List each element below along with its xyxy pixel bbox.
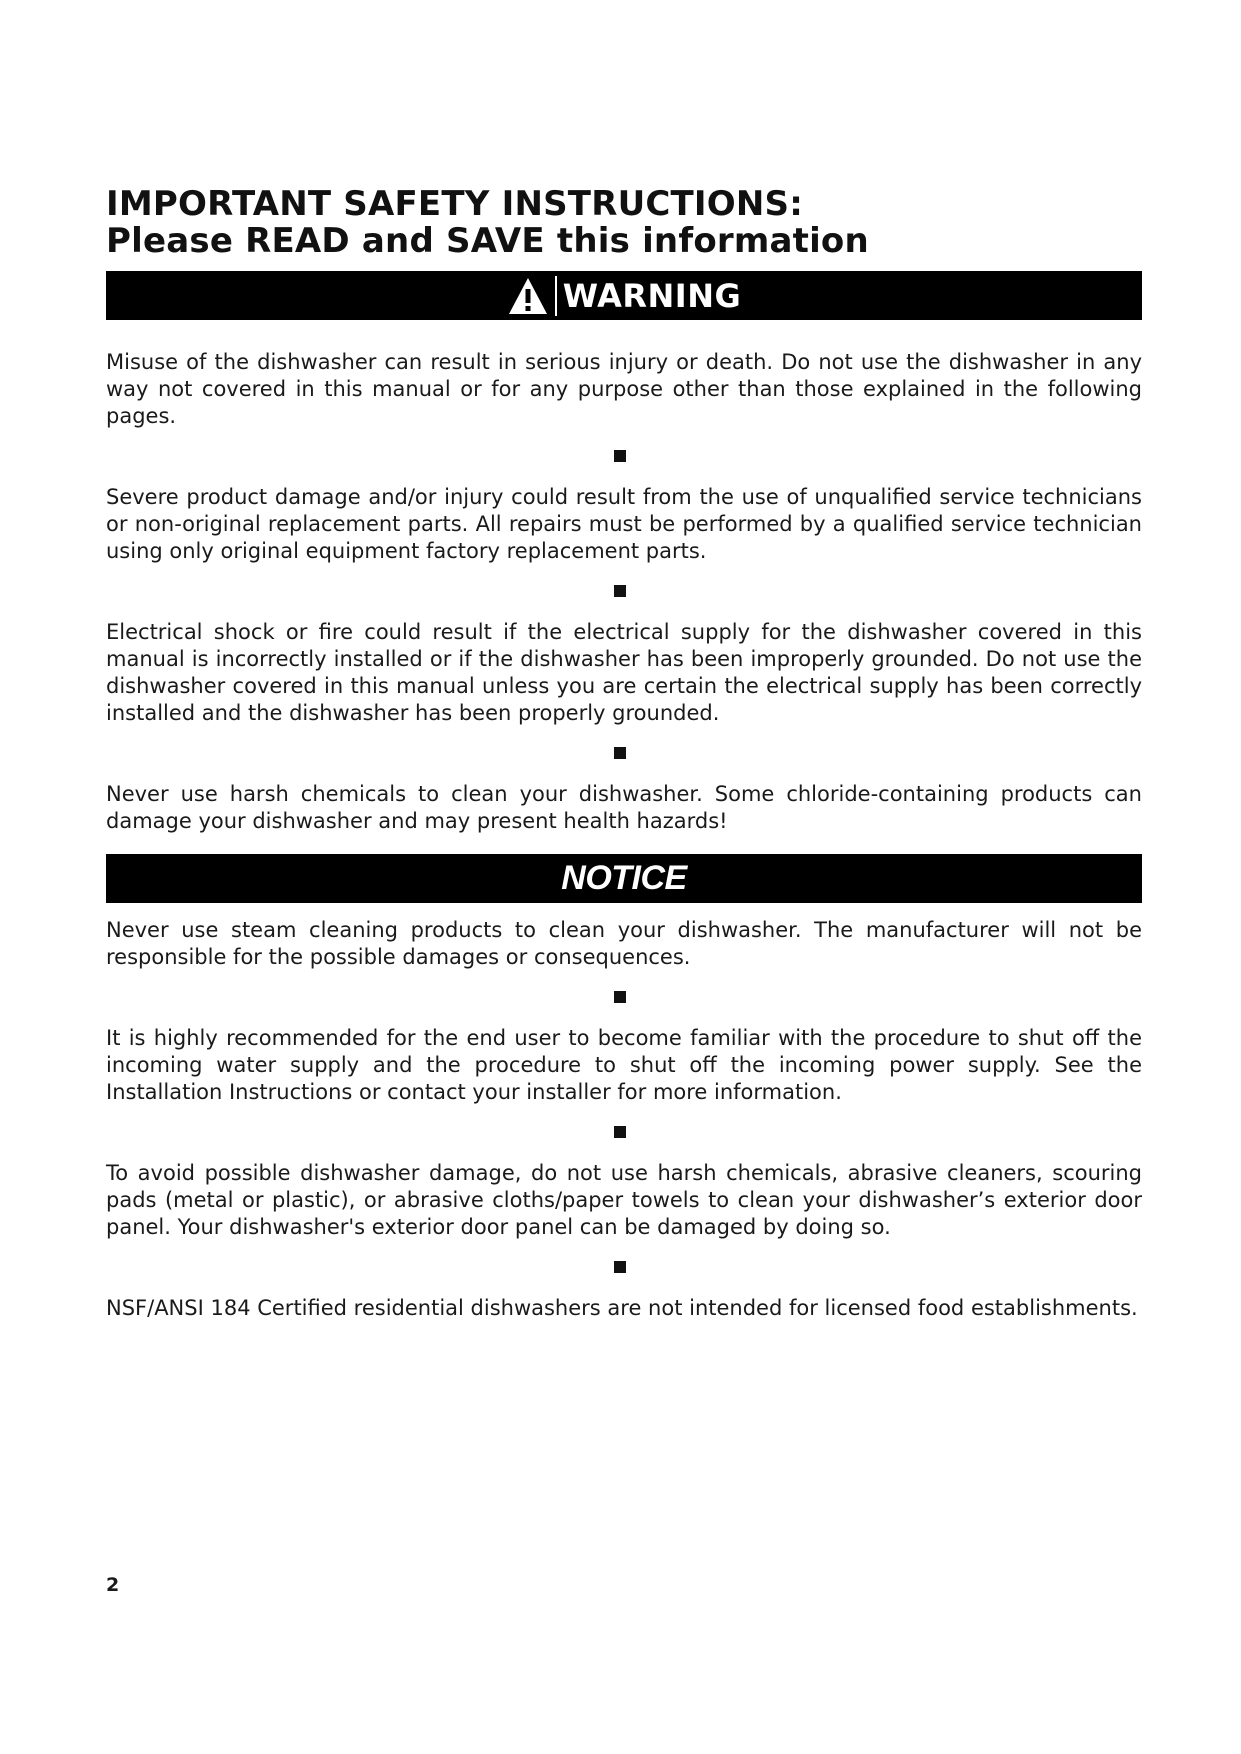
bullet-separator	[106, 565, 1142, 619]
warning-banner	[106, 271, 1142, 320]
warning-paragraph: Misuse of the dishwasher can result in serious injury or death. Do not use the dishwasher in any way not covered in this manual or for any purpose other than those explained in the following pages.	[106, 350, 1142, 428]
page-number: 2	[106, 1574, 120, 1596]
square-bullet-icon	[614, 747, 626, 759]
title-line-1: IMPORTANT SAFETY INSTRUCTIONS:	[106, 184, 804, 224]
notice-paragraph: It is highly recommended for the end user to become familiar with the procedure to shut off the incoming water supply and the procedure to shut off the incoming power supply. See the Installation Instructions or contact your installer for more information.	[106, 1026, 1142, 1104]
page-title	[106, 186, 1142, 260]
warning-paragraph: Electrical shock or fire could result if the electrical supply for the dishwasher covered in this manual is incorrectly installed or if the dishwasher has been improperly grounded. Do not use the dishwasher covered in this manual unless you are certain the electrical supply has been correctly installed and the dishwasher has been properly grounded.	[106, 620, 1142, 725]
square-bullet-icon	[614, 585, 626, 597]
square-bullet-icon	[614, 1126, 626, 1138]
safety-instructions-page	[106, 186, 1142, 1322]
warning-triangle-icon	[507, 276, 549, 316]
bullet-separator	[106, 1106, 1142, 1160]
notice-label: NOTICE	[561, 859, 687, 897]
notice-banner	[106, 854, 1142, 903]
warning-divider	[555, 276, 557, 316]
notice-paragraph: Never use steam cleaning products to clean your dishwasher. The manufacturer will not be responsible for the possible damages or consequences.	[106, 918, 1142, 969]
notice-paragraph: NSF/ANSI 184 Certified residential dishwashers are not intended for licensed food establishments.	[106, 1296, 1138, 1320]
square-bullet-icon	[614, 450, 626, 462]
notice-paragraph: To avoid possible dishwasher damage, do not use harsh chemicals, abrasive cleaners, scouring pads (metal or plastic), or abrasive cloths/paper towels to clean your dishwasher’s exterior door panel. Your dishwasher's exterior door panel can be damaged by doing so.	[106, 1161, 1142, 1239]
square-bullet-icon	[614, 1261, 626, 1273]
bullet-separator	[106, 727, 1142, 781]
warning-paragraph: Severe product damage and/or injury could result from the use of unqualified service technicians or non-original replacement parts. All repairs must be performed by a qualified service technician using only original equipment factory replacement parts.	[106, 485, 1142, 563]
bullet-separator	[106, 1241, 1142, 1295]
warning-label: WARNING	[562, 276, 742, 315]
bullet-separator	[106, 971, 1142, 1025]
title-line-2: Please READ and SAVE this information	[106, 221, 869, 261]
square-bullet-icon	[614, 991, 626, 1003]
warning-paragraph: Never use harsh chemicals to clean your dishwasher. Some chloride-containing products can damage your dishwasher and may present health hazards!	[106, 782, 1142, 833]
bullet-separator	[106, 430, 1142, 484]
